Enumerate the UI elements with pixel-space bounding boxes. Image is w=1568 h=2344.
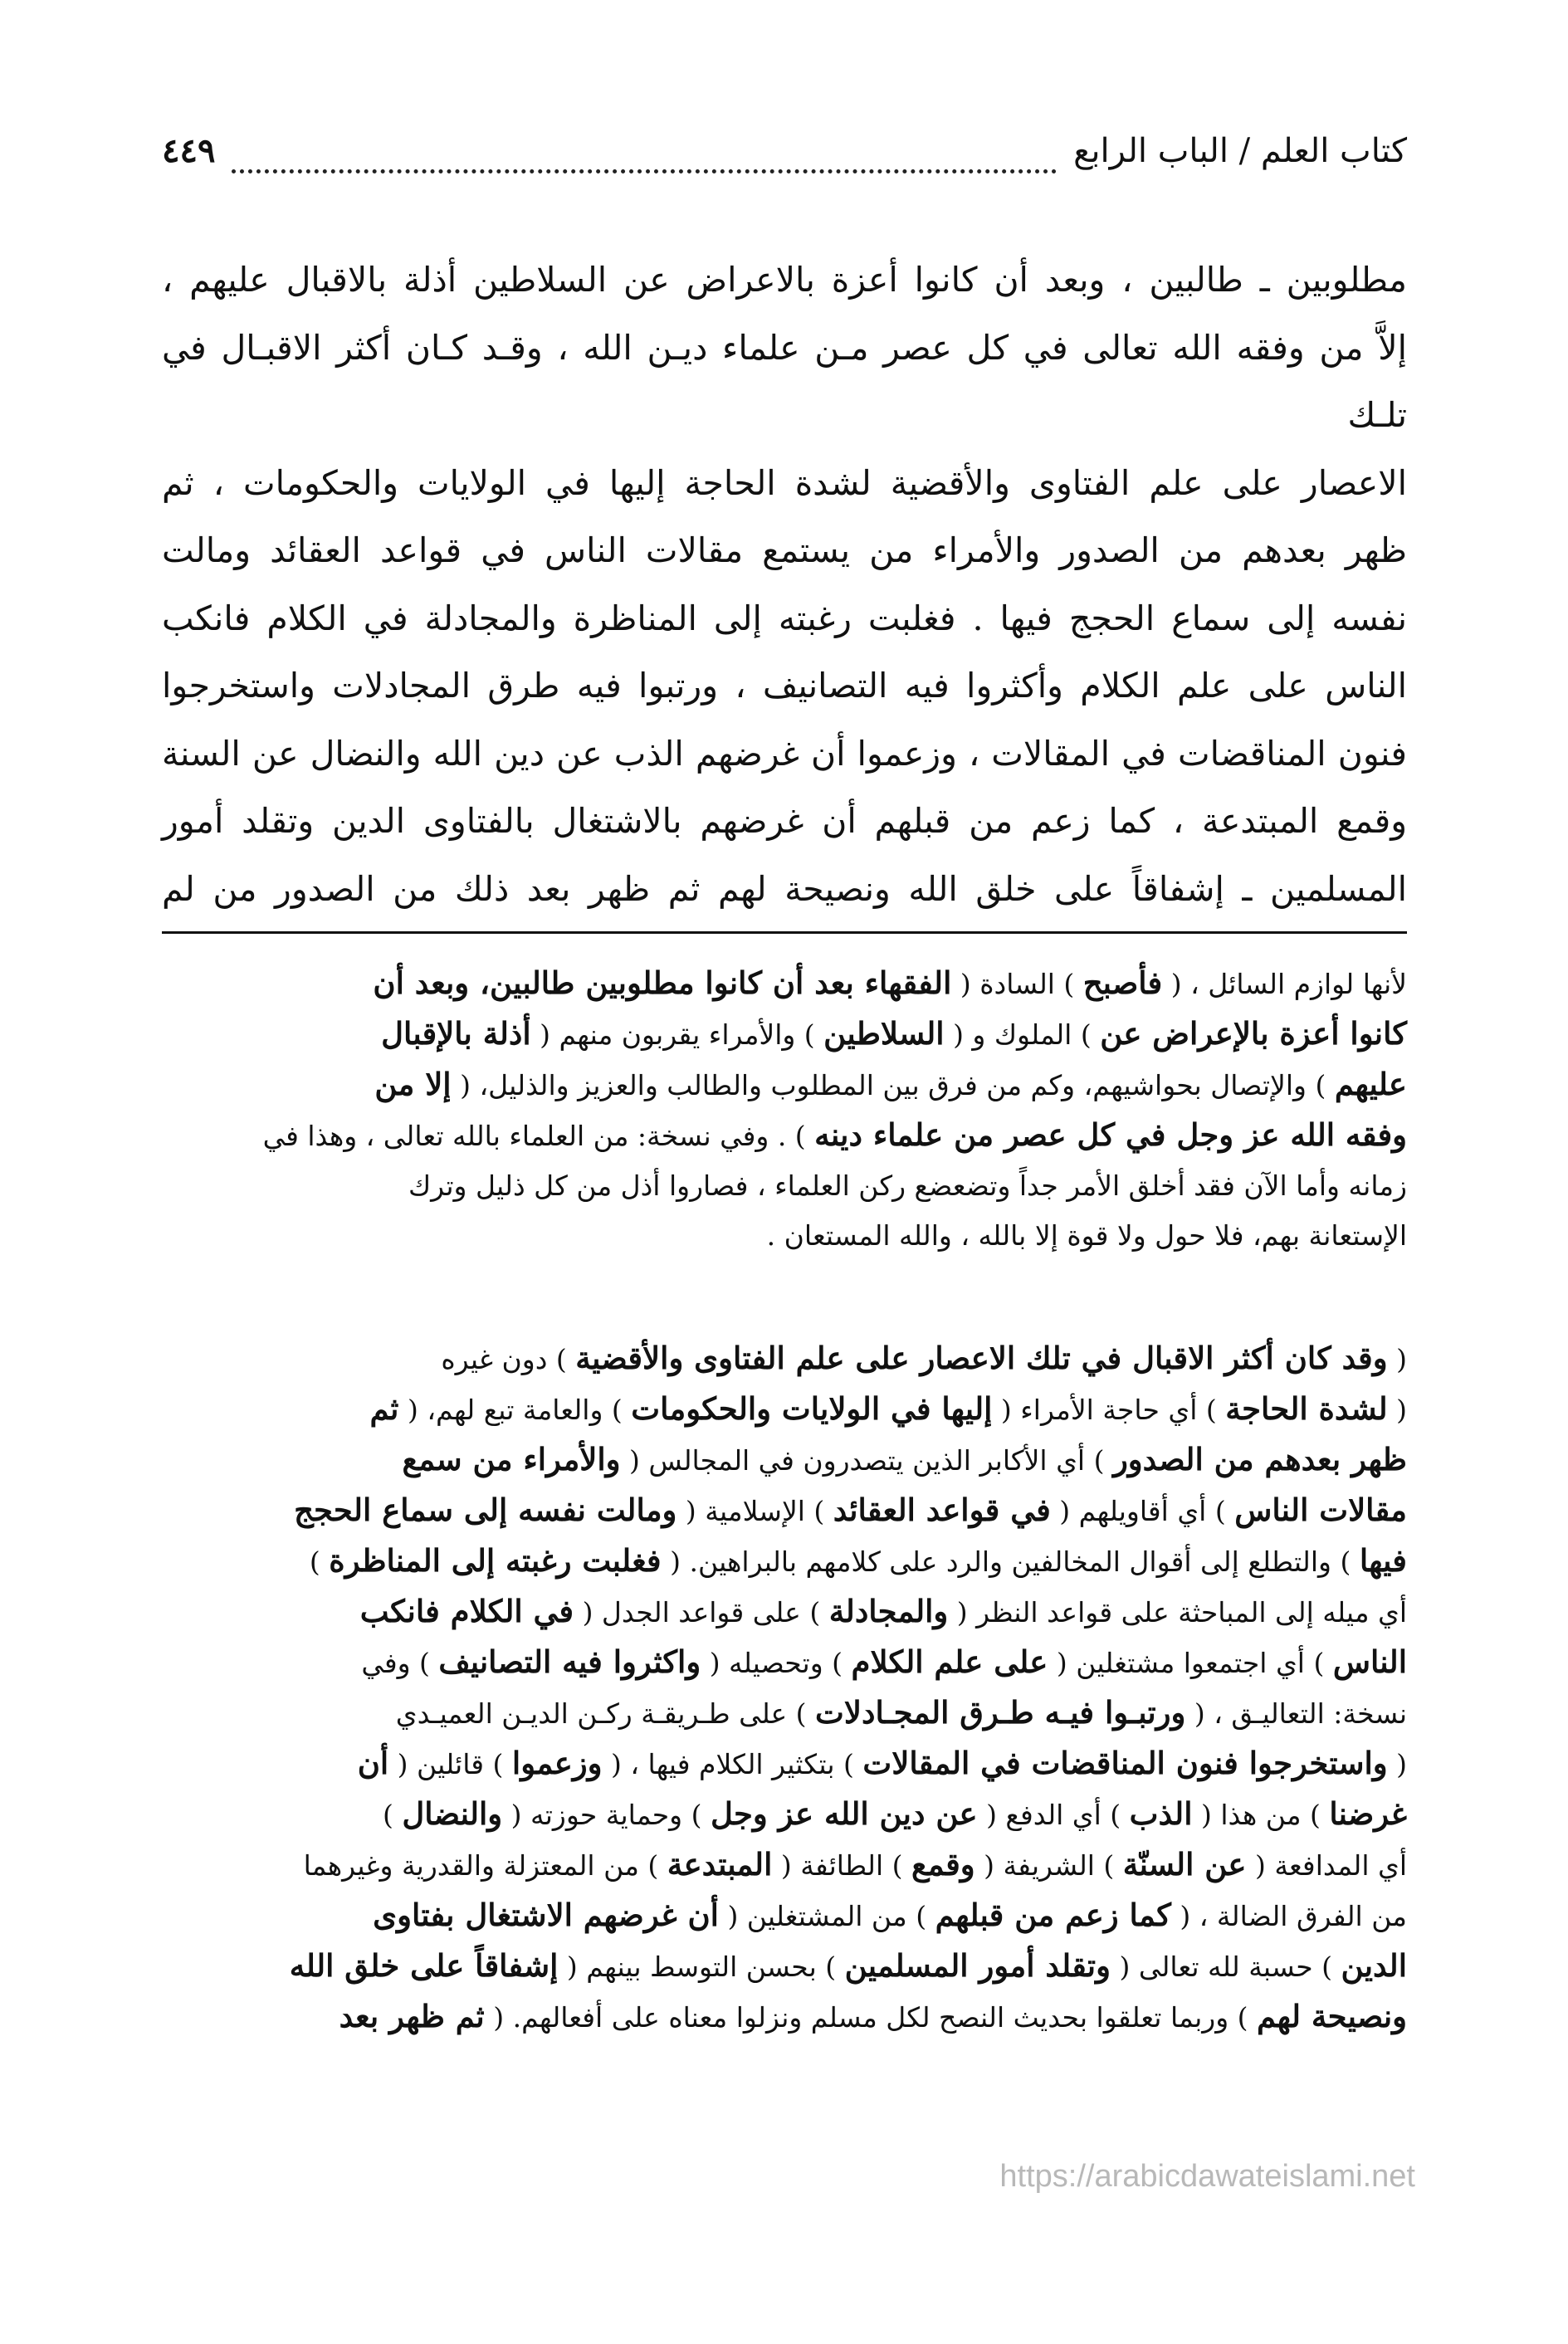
commentary-text: ) أي اجتمعوا مشتغلين ( xyxy=(1048,1647,1333,1679)
commentary-paragraph-2 xyxy=(162,1334,1407,2043)
commentary-text: ) أي ميله إلى المباحثة على قواعد النظر ( xyxy=(309,1546,1407,1629)
commentary-text: ) . وفي نسخة: من العلماء بالله تعالى ، وهذا في زمانه وأما الآن فقد أخلق الأمر جداً وتضعضع ركن العلماء ، فصاروا أذل من كل ذليل وترك الإستعانة بهم، فلا حول ولا قوة إلا بالله ، والله المستعان . xyxy=(262,1120,1407,1252)
quoted-text: على علم الكلام xyxy=(851,1643,1048,1680)
quoted-text: وزعموا xyxy=(511,1745,603,1781)
quoted-text: أن غرضهم الاشتغال بفتاوى الدين xyxy=(373,1897,1407,1984)
page-header xyxy=(162,131,1407,198)
commentary-text: ( xyxy=(1387,1343,1407,1375)
commentary-paragraph-1 xyxy=(162,959,1407,1261)
quoted-text: وقمع xyxy=(911,1846,975,1883)
main-text: مطلوبين ـ طالبين ، وبعد أن كانوا أعزة بالاعراض عن السلاطين أذلة بالاقبال عليهم ، إلاَّ من وفقه الله تعالى في كل عصر مـن علماء ديـن الله ، وقـد كـان أكثر الاقبـال في تلـك الاعصار على علم الفتاوى والأقضية لشدة الحاجة إليها في الولايات والحكومات ، ثم ظهر بعدهم من الصدور والأمراء من يستمع مقالات الناس في قواعد العقائد ومالت نفسه إلى سماع الحجج فيها . فغلبت رغبته إلى المناظرة والمجادلة في الكلام فانكب الناس على علم الكلام وأكثروا فيه التصانيف ، ورتبوا فيه طرق المجادلات واستخرجوا فنون المناقضات في المقالات ، وزعموا أن غرضهم الذب عن دين الله والنضال عن السنة وقمع المبتدعة ، كما زعم من قبلهم أن غرضهم بالاشتغال بالفتاوى الدين وتقلد أمور المسلمين ـ إشفاقاً على خلق الله ونصيحة لهم ثم ظهر بعد ذلك من الصدور من لم xyxy=(162,260,1407,909)
commentary-text: ) والإتصال بحواشيهم، وكم من فرق بين المطلوب والطالب والعزيز والذليل، ( xyxy=(451,1069,1335,1101)
quoted-text: والأمراء من سمع مقالات الناس xyxy=(402,1441,1407,1528)
quoted-text: ورتبـوا فيـه طـرق المجـادلات xyxy=(815,1694,1186,1731)
quoted-text: واكثروا فيه التصانيف xyxy=(438,1643,701,1680)
quoted-text: عن دين الله عز وجل xyxy=(710,1795,978,1832)
commentary-text: ) أي أقاويلهم ( xyxy=(1050,1495,1235,1527)
quoted-text: السلاطين xyxy=(823,1015,945,1052)
quoted-text: أن غرضنا xyxy=(357,1745,1407,1832)
quoted-text: لشدة الحاجة xyxy=(1225,1390,1388,1427)
commentary-text: ) على طـريقـة ركـن الديـن العميـدي ( xyxy=(395,1697,1407,1780)
quoted-text: ثم ظهر بعد xyxy=(339,1998,485,2034)
commentary-text: ) على قواعد الجدل ( xyxy=(574,1596,829,1629)
quoted-text: إليها في الولايات والحكومات xyxy=(631,1390,993,1427)
commentary-text: ) والتطلع إلى أقوال المخالفين والرد على كلامهم بالبراهين. ( xyxy=(661,1546,1360,1578)
quoted-text: أذلة بالإقبال عليهم xyxy=(381,1015,1407,1102)
quoted-text: في الكلام فانكب الناس xyxy=(359,1593,1407,1680)
commentary-text: ) الإسلامية ( xyxy=(677,1495,833,1527)
commentary-text: ) أي حاجة الأمراء ( xyxy=(992,1394,1226,1426)
quoted-text: ثم ظهر بعدهم من الصدور xyxy=(369,1390,1407,1477)
commentary-text: ) وحماية حوزته ( xyxy=(502,1799,711,1831)
quoted-text: والنضال xyxy=(402,1795,503,1832)
commentary-text: ) من المعتزلة والقدرية وغيرهما من الفرق الضالة ، ( xyxy=(303,1849,1407,1932)
commentary-text: ) حسبة لله تعالى ( xyxy=(1110,1951,1341,1983)
quoted-text: والمجادلة xyxy=(828,1593,949,1629)
commentary-text: ) الملوك و ( xyxy=(944,1018,1101,1051)
commentary-text: ) أي المدافعة ( xyxy=(382,1799,1407,1882)
commentary-text: ) الطائفة ( xyxy=(772,1849,911,1882)
commentary-text: ) والأمراء يقربون منهم ( xyxy=(530,1018,824,1051)
quoted-text: وقد كان أكثر الاقبال في تلك الاعصار على علم الفتاوى والأقضية xyxy=(575,1340,1388,1376)
commentary-text: ) الشريفة ( xyxy=(975,1849,1123,1882)
commentary-text: ) قائلين ( xyxy=(388,1748,512,1780)
source-watermark: https://arabicdawateislami.net xyxy=(999,2159,1415,2194)
quoted-text: كما زعم من قبلهم xyxy=(935,1897,1171,1933)
quoted-text: وتقلد أمور المسلمين xyxy=(844,1947,1111,1984)
page-number: ٤٤٩ xyxy=(162,131,216,170)
header-leader-dots xyxy=(232,169,1057,173)
commentary-text: ) والعامة تبع لهم، ( xyxy=(398,1394,632,1426)
commentary-text: ) وتحصيله ( xyxy=(701,1647,852,1679)
footnote-divider xyxy=(162,931,1407,934)
commentary-text: ) وربما تعلقوا بحديث النصح لكل مسلم ونزلوا معناه على أفعالهم. ( xyxy=(484,2001,1258,2034)
commentary-text: ) أي الأكابر الذين يتصدرون في المجالس ( xyxy=(620,1444,1113,1477)
commentary-text: ) دون غيره ( xyxy=(441,1343,1407,1426)
quoted-text: عن السنّة xyxy=(1122,1846,1247,1883)
quoted-text: في قواعد العقائد xyxy=(833,1492,1051,1528)
commentary-text: ) من هذا ( xyxy=(1192,1799,1330,1831)
quoted-text: ومالت نفسه إلى سماع الحجج فيها xyxy=(294,1492,1407,1579)
commentary-text: ) السادة ( xyxy=(951,968,1083,1000)
commentary-text: ) بتكثير الكلام فيها ، ( xyxy=(602,1748,863,1780)
quoted-text: فغلبت رغبته إلى المناظرة xyxy=(329,1542,662,1579)
quoted-text: إشفاقاً على خلق الله ونصيحة لهم xyxy=(289,1947,1407,2034)
quoted-text: إلا من وفقه الله عز وجل في كل عصر من علماء دينه xyxy=(374,1066,1407,1153)
commentary-text: ) من المشتغلين ( xyxy=(718,1900,935,1932)
commentary-text: ) وفي نسخة: التعاليـق ، ( xyxy=(361,1647,1407,1730)
quoted-text: واستخرجوا فنون المناقضات في المقالات xyxy=(862,1745,1388,1781)
quoted-text: الذب xyxy=(1129,1795,1193,1832)
quoted-text: فأصبح xyxy=(1082,964,1163,1001)
running-title: كتاب العلم / الباب الرابع xyxy=(1073,132,1407,170)
commentary-text: ) أي الدفع ( xyxy=(977,1799,1130,1831)
quoted-text: المبتدعة xyxy=(667,1846,773,1883)
commentary-text: ) بحسن التوسط بينهم ( xyxy=(558,1951,845,1983)
quoted-text: الفقهاء بعد أن كانوا مطلوبين طالبين، وبعد أن كانوا أعزة بالإعراض عن xyxy=(373,964,1407,1052)
commentary-text: لأنها لوازم السائل ، ( xyxy=(1162,968,1407,1000)
